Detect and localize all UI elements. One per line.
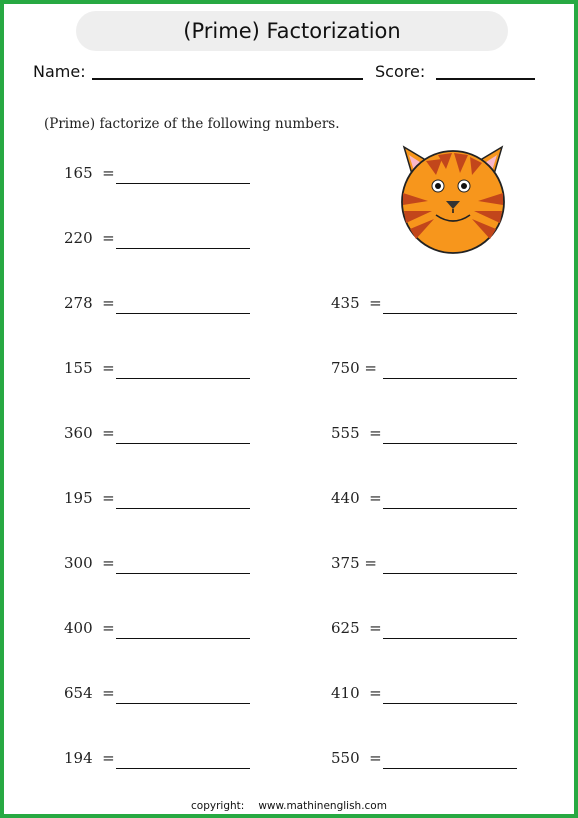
answer-line[interactable] <box>116 573 250 574</box>
answer-line[interactable] <box>383 378 517 379</box>
problem-number: 194 = <box>64 749 115 767</box>
problem-number: 278 = <box>64 294 115 312</box>
score-field[interactable] <box>436 78 535 80</box>
problem-number: 410 = <box>331 684 382 702</box>
answer-line[interactable] <box>383 573 517 574</box>
problem-number: 400 = <box>64 619 115 637</box>
problem-number: 220 = <box>64 229 115 247</box>
answer-line[interactable] <box>116 768 250 769</box>
answer-line[interactable] <box>383 703 517 704</box>
answer-line[interactable] <box>383 768 517 769</box>
problem-number: 654 = <box>64 684 115 702</box>
answer-line[interactable] <box>116 248 250 249</box>
problem-number: 435 = <box>331 294 382 312</box>
tiger-face-icon <box>398 145 508 255</box>
answer-line[interactable] <box>383 638 517 639</box>
problem-number: 360 = <box>64 424 115 442</box>
answer-line[interactable] <box>116 313 250 314</box>
problem-number: 550 = <box>331 749 382 767</box>
answer-line[interactable] <box>116 508 250 509</box>
answer-line[interactable] <box>116 703 250 704</box>
answer-line[interactable] <box>116 443 250 444</box>
score-label: Score: <box>375 62 426 81</box>
name-label: Name: <box>33 62 86 81</box>
answer-line[interactable] <box>383 443 517 444</box>
website-link[interactable]: www.mathinenglish.com <box>258 800 387 812</box>
name-field[interactable] <box>92 78 363 80</box>
answer-line[interactable] <box>383 313 517 314</box>
answer-line[interactable] <box>116 183 250 184</box>
answer-line[interactable] <box>116 638 250 639</box>
answer-line[interactable] <box>383 508 517 509</box>
problem-number: 300 = <box>64 554 115 572</box>
problem-number: 165 = <box>64 164 115 182</box>
footer <box>0 800 578 812</box>
problem-number: 750 = <box>331 359 377 377</box>
worksheet-title: (Prime) Factorization <box>76 11 508 51</box>
problem-number: 440 = <box>331 489 382 507</box>
instructions: (Prime) factorize of the following numbers. <box>44 116 340 132</box>
problem-number: 155 = <box>64 359 115 377</box>
copyright-label: copyright: <box>191 800 245 812</box>
problem-number: 375 = <box>331 554 377 572</box>
problem-number: 555 = <box>331 424 382 442</box>
problem-number: 195 = <box>64 489 115 507</box>
problem-number: 625 = <box>331 619 382 637</box>
answer-line[interactable] <box>116 378 250 379</box>
